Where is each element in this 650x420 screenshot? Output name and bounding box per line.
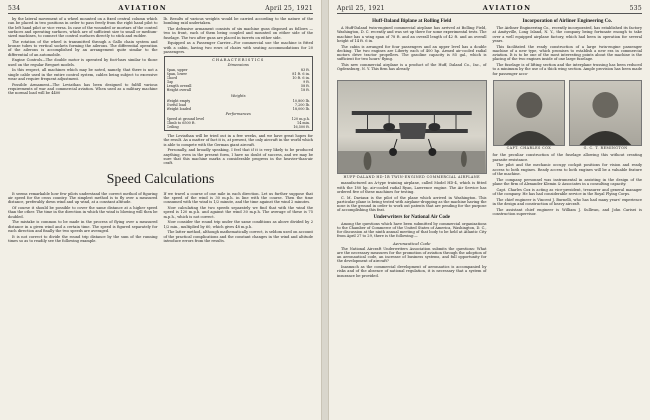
aeronautical-code-subhead: Aeronautical Code	[392, 240, 431, 246]
left-page-number: 534	[8, 5, 21, 12]
left-col1-para: Engine Controls—The double motor is operated by foot-bars similar to those used on the regular Breguet models.	[8, 58, 158, 67]
right-col1-para: This new commercial airplane is a product of the Huff, Daland Co., Inc., of Ogdensburg, N. Y. This firm has already	[337, 63, 487, 72]
table-row-label: Climb to 6500 ft.	[166, 120, 196, 125]
table-row	[167, 107, 311, 111]
table-section-title: Weights	[230, 93, 246, 98]
table-section-dimensions	[167, 68, 311, 93]
left-masthead: AVIATION	[118, 4, 168, 12]
speed-para: Of course it should be possible to cover the same distance at a higher speed than the other. The time in the direction in which the wind is blowing will then be doubled.	[8, 206, 158, 219]
portrait-para: The chief engineer is Vincent J. Burnelli, who has had many years' experience in the design and construction of heavy aircraft.	[492, 197, 642, 206]
characteristics-table	[164, 56, 314, 131]
huff-daland-heading: Huff-Daland Biplane at Rolling Field	[372, 19, 452, 24]
left-col2-after-para: Personally, and broadly speaking, I feel that if it is very likely to be produced anything, even in the present form, I have no doubt of success, and we may be sure that this machine marks a considerable progress in the heavier-than-air craft.	[163, 148, 313, 166]
table-section-weights	[167, 99, 311, 111]
right-col2-para: The Airliner Engineering Co., recently incorporated, has established its factory at Amityville, Long Island, N. Y., the company being fortunate enough to take over a well equipped airplane factory, which had been in operation for several years.	[492, 26, 642, 43]
right-col2-para: This facilitated the ready construction of a large twin-engine passenger machine of a new type, which promises to establish a new era in commercial aviation. It is to be one of the most interesting points about the machine is the placing of the two engines inside of one large fuselage.	[492, 44, 642, 62]
right-running-head	[337, 4, 642, 14]
table-row-value: 10,800 lb.	[292, 98, 310, 103]
left-col2-after-para: The Leviathan will be tried out in a few weeks, and we have great hopes for the result. As a matter of fact it is, at present, the only aircraft in the world which is able to compete with the German giant aircraft.	[163, 134, 313, 147]
portrait-para: The company personnel was instrumental in assisting in the design of the plane the firm of Alexander Klemin & Associates in a consulting capacity.	[492, 177, 642, 186]
aeronautical-code-para: Inasmuch as the commercial development of aeronautics is accompanied by risks and of the absence of national regulation, it is necessary that a system of insurance be provided.	[337, 265, 487, 278]
table-row-label: Chord	[166, 76, 178, 81]
right-page	[328, 0, 650, 420]
aeronautical-code-para: The National Aircraft Underwriters Association submits the questions: What are the necessary measures for the promotion of aviation through the adoption of an aeronautical code, an increase of business systems, and full opportunity for the development of aircraft?	[337, 246, 487, 264]
table-row	[167, 88, 311, 92]
portrait-cox	[493, 80, 566, 152]
photo-caption: HUFF-DALAND HD-1B TWIN-ENGINED COMMERCIAL AIRPLANE	[343, 175, 480, 180]
table-row-value: 10 ft. 6 in.	[292, 76, 310, 81]
left-col2-para: The defensive armament consists of six machine guns disposed as follows — two in front, each of them being coupled and mounted on either side of the fuselage. The two after guns are placed in turrets on either side.	[163, 27, 313, 40]
left-page	[0, 0, 322, 420]
portrait-para: The pilot and the mechanic occupy cockpit positions for vision and ready access to both engines. Ready access to both engines will be a valuable feature of the machine.	[492, 163, 642, 176]
right-masthead: AVIATION	[482, 4, 532, 12]
table-row-value: 120 m.p.h.	[291, 116, 310, 121]
portrait-para: The assistant chief engineer is William J. Sullivan, and John Carisei is construction supervisor.	[492, 207, 642, 216]
table-row-label: Gap	[166, 80, 174, 85]
table-row-value: 81 ft. 6 in.	[292, 72, 310, 77]
underwriters-heading: Underwriters for National Air Code	[373, 214, 450, 220]
portrait-para: Capt. Charles Cox is acting as vice-president, treasurer and general manager of the company. He has had considerable service in the Royal Flying Corps.	[492, 187, 642, 196]
person-icon	[570, 81, 641, 145]
left-top-columns	[8, 17, 313, 167]
table-section-title: Dimensions	[227, 63, 249, 67]
right-page-number: 535	[629, 5, 642, 12]
speed-columns	[8, 192, 313, 245]
left-col2-para: lb. Results of various weights would be carried according to the nature of the bombing raid undertaken.	[163, 17, 313, 26]
speed-para: Now consider the round trip under the same conditions as above divided by 2 1/2 min., multiplied by 60, which gives 48 m.p.h.	[163, 220, 313, 229]
table-row	[167, 125, 311, 129]
table-section-title: Performances	[225, 111, 251, 116]
table-row-label: Length overall	[166, 84, 192, 89]
right-lower-columns	[337, 77, 642, 279]
table-row-value: 18 ft.	[300, 88, 310, 93]
right-lower-column-2	[493, 77, 643, 279]
portrait-photo	[493, 80, 566, 146]
portraits	[493, 80, 643, 152]
left-running-head	[8, 4, 313, 14]
table-row-value: 9 ft.	[303, 80, 310, 85]
left-col1-para: The rotation of the wheel is transmitted through a Gallo chain system and bronze tubes to vertical sockets forming the ailerons. The differential operation of the ailerons is accomplished by an arrangement quite similar to the differential of an automobile.	[8, 39, 158, 57]
table-row-value: 7,200 lb.	[294, 102, 310, 107]
speed-para: It is not correct to divide the round trip distance by the sum of the running times so as to readily see the following example.	[8, 234, 158, 243]
right-date: April 25, 1921	[337, 5, 385, 12]
right-col1-para: The cabin is arranged for four passengers and an upper level has a double decking. The two engines are Liberty each of 400 hp. Armed air-cooled radial motors drive tractor propellers. The gasoline capacity is 85 gal., which is sufficient for two hours' flying.	[337, 44, 487, 62]
right-col1-para: A Huff-Daland twin-engined commercial airplane has arrived at Bolling Field, Washington, D. C. recently and was set up there for some experimental tests. The machine has a wing span of 78 ft. and an overall length of 42 ft. and an overall height of 14 ft. 6 in.	[337, 26, 487, 43]
airliner-engineering-heading: Incorporation of Airliner Engineering Co.	[522, 19, 612, 24]
left-col2-para: Equipped as a Passenger Carrier—For commercial use the machine is fitted with a cabin, having two rows of chairs with seating accommodations for 20 passengers.	[163, 41, 313, 54]
speed-para: Now calculating the two speeds separately we find that with the wind the speed is 120 m.p.h. and against the wind 30 m.p.h. The average of these is 75 m.p.h., which is not correct.	[163, 206, 313, 219]
table-row-label: Weight loaded	[166, 106, 192, 111]
biplane-icon	[338, 81, 486, 173]
table-row-label: Speed at ground level	[166, 116, 205, 121]
table-row-label: Ceiling	[166, 125, 179, 130]
speed-column-1	[8, 192, 158, 245]
right-col2-para: The fuselage is of lifting section and the interplane trussing has been reduced to a minimum by the use of a thick wing section. Ample provision has been made for passenger acco-	[492, 63, 642, 76]
table-row-label: Height overall	[166, 88, 192, 93]
table-row-label: Span, lower	[166, 72, 188, 77]
airplane-photo	[337, 80, 487, 174]
under-photo-para: manufactured an A-type training airplane, called Model HD-4, which is fitted with the 180 hp. air-cooled radial Ryan, Lawrence engine. The Air Service has ordered five of these machines for testing.	[337, 181, 487, 194]
portrait-remington	[569, 80, 642, 152]
speed-para: The mistake is common to be made in the process of flying over a measured distance in a given wind and a certain time. The speed is figured separately for each direction and finally the two speeds are averaged.	[8, 220, 158, 233]
person-icon	[494, 81, 565, 145]
table-row-value: 16,500 ft.	[293, 125, 310, 130]
table-row-value: 14 min.	[297, 120, 310, 125]
right-column-1	[337, 17, 487, 77]
left-col1-para: In this respect, all machines which may be noted, namely, that there is not a single cable used in the entire control system, cables being subject to excessive wear and require frequent adjustment.	[8, 68, 158, 81]
left-column-1	[8, 17, 158, 167]
speed-para: If we travel a course of one mile in each direction. Let us further suppose that the speed of the wind is 30 m.p.h. in line with the course. Then the time consumed with the wind is 1/2 minute, and the time against the wind 2 minutes.	[163, 191, 313, 205]
table-row-value: 18,000 lb.	[292, 106, 310, 111]
underwriters-para: Among the questions which have been submitted by commercial organizations to the Chamber of Commerce of the United States of America, Washington, D. C., for discussion at the ninth annual meeting of that body to be held at Atlantic City from April 27 to 29, there is the following:—	[337, 221, 487, 239]
left-column-2	[164, 17, 314, 167]
portrait-caption: G. C. T. REMINGTON	[583, 146, 628, 151]
speed-para: The latter method, although mathematically correct, is seldom used on account of the practical complications and the constant changes in the wind and altitude introduce errors from the results.	[163, 230, 313, 243]
left-col1-para: by the lateral movement of a wheel mounted on a fixed central column which can be placed in two positions in order to pass freely from the right hand pilot to the left hand pilot or vice versa. In case of the wounded or mortars of the control surfaces and operating surfaces, which are of sufficient size to small or medium-sized machines, to connect the control surfaces directly to stick and rudder.	[8, 17, 158, 38]
right-column-2	[493, 17, 643, 77]
right-top-columns	[337, 17, 642, 77]
left-col1-para: Possible Armament—The Leviathan has been designed to fulfill various requirements of war and commercial aviation. When used as a military machine the normal load will be 4400	[8, 82, 158, 95]
under-photo-para: C. M. Daviaux is the pilot of the plane which arrived in Washington. This particular plane is being tested with airplane-dropping as the machine having the nose is the ground in order to work out patents that are pending for the purpose of accomplishing this feat.	[337, 195, 487, 213]
table-row-label: Useful load	[166, 102, 187, 107]
speed-para: It seems remarkable how few pilots understand the correct method of figuring air speed for the cross country. The simplest method is to fly over a measured distance, preferably down wind and up wind, at a constant altitude.	[8, 191, 158, 205]
portrait-para: for the peculiar construction of the fuselage allowing this without creating parasite resistance.	[492, 153, 642, 162]
portrait-photo	[569, 80, 642, 146]
speed-calculations-heading: Speed Calculations	[106, 171, 215, 187]
table-row-label: Span, upper	[166, 68, 188, 72]
table-row-value: 58 ft.	[300, 84, 310, 89]
right-lower-column-1	[337, 77, 487, 279]
speed-column-2	[164, 192, 314, 245]
characteristics-title: CHARACTERISTICS	[212, 58, 265, 62]
table-section-performances	[167, 117, 311, 129]
table-row-value: 83 ft.	[300, 68, 310, 72]
portrait-caption: CAPT. CHARLES COX	[506, 146, 552, 151]
table-row-label: Weight empty	[166, 98, 191, 103]
left-date: April 25, 1921	[265, 5, 313, 12]
